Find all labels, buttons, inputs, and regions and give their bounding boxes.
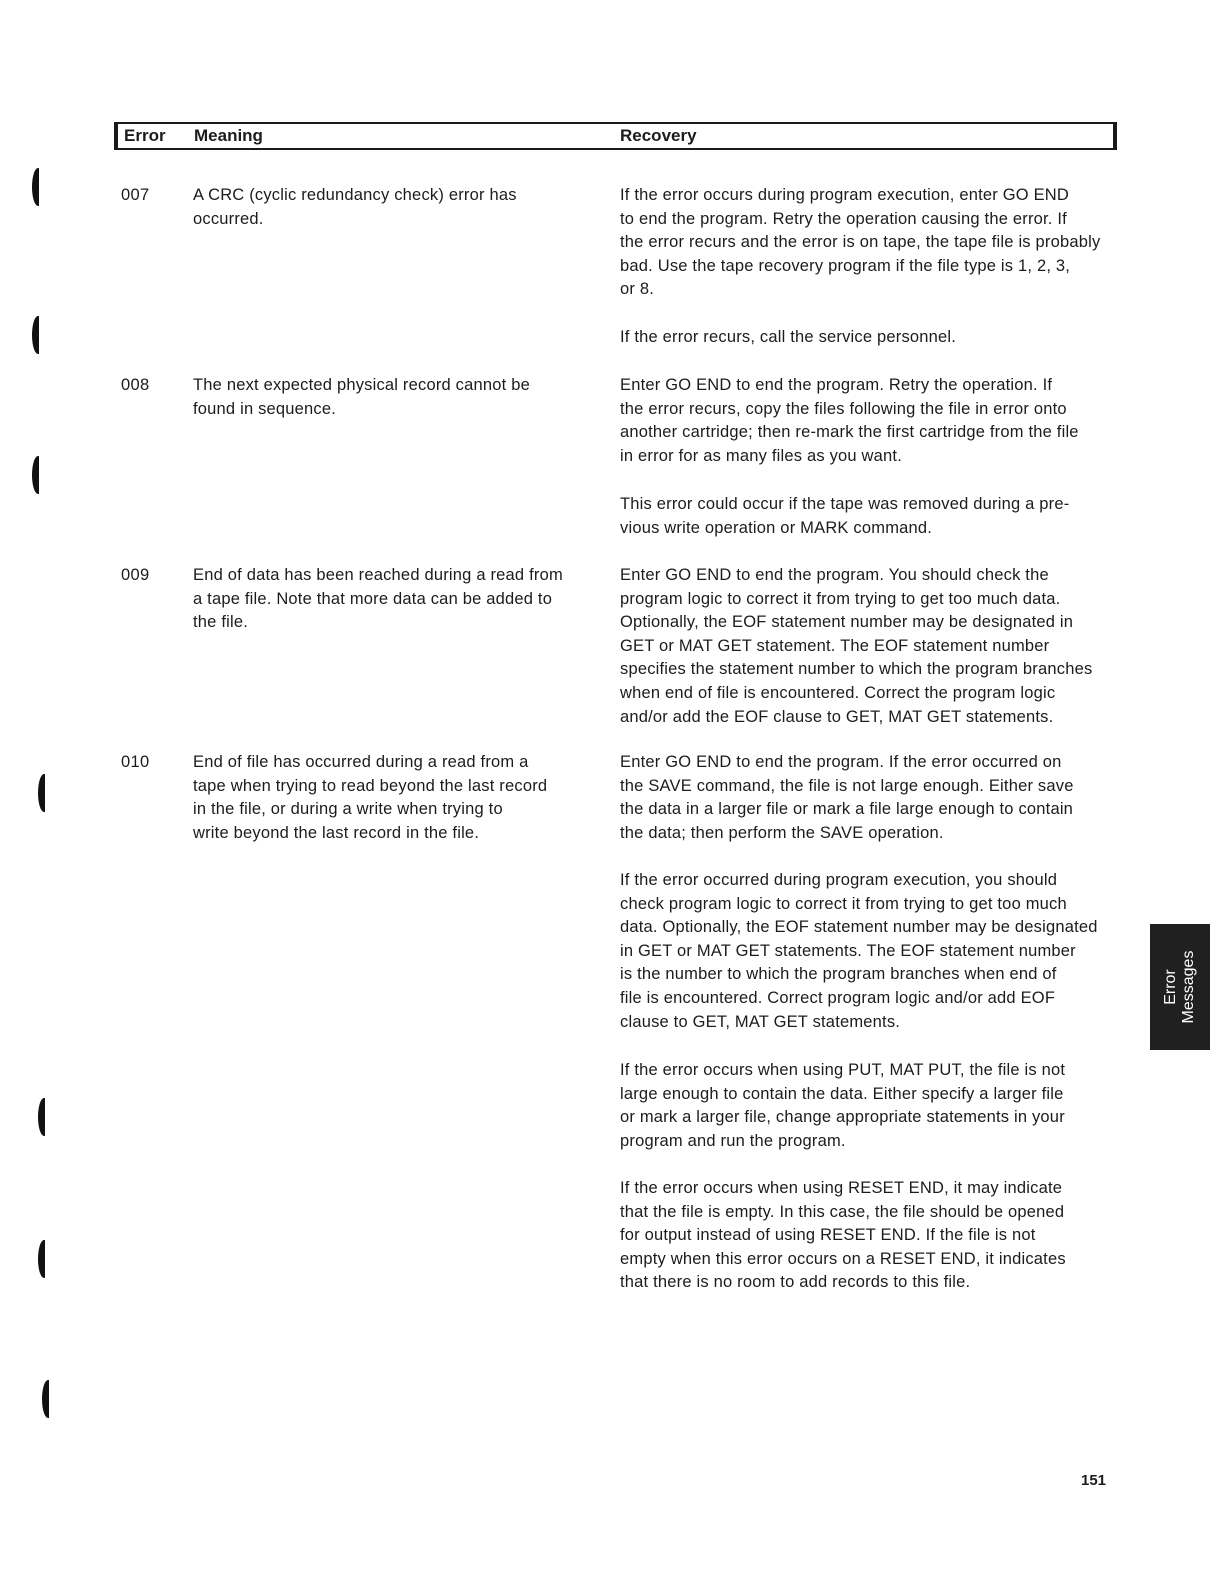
table-header-box xyxy=(114,122,1117,150)
recovery-line: another cartridge; then re-mark the first cartridge from the file xyxy=(620,423,1079,442)
recovery-line: the data; then perform the SAVE operation. xyxy=(620,823,944,842)
recovery-line: vious write operation or MARK command. xyxy=(620,518,933,537)
recovery-line: the error recurs and the error is on tape, the tape file is probably xyxy=(620,233,1101,252)
recovery-line: If the error occurs when using RESET END, it may indicate xyxy=(620,1179,1063,1197)
recovery-010-paragraph-3 xyxy=(620,1059,1145,1153)
error-code-007: 007 xyxy=(121,186,150,204)
meaning-line: write beyond the last record in the file. xyxy=(193,823,480,842)
meaning-line: tape when trying to read beyond the last record xyxy=(193,776,548,795)
recovery-009-paragraph-1 xyxy=(620,564,1145,729)
recovery-line: in error for as many files as you want. xyxy=(620,446,902,465)
meaning-007 xyxy=(193,184,593,231)
recovery-line: Enter GO END to end the program. If the error occurred on xyxy=(620,753,1062,771)
meaning-line: the file. xyxy=(193,613,248,632)
binder-mark xyxy=(38,1098,50,1136)
recovery-line: the error recurs, copy the files following the file in error onto xyxy=(620,399,1067,418)
recovery-010-paragraph-1 xyxy=(620,751,1145,845)
recovery-line: in GET or MAT GET statements. The EOF statement number xyxy=(620,941,1076,960)
recovery-line: is the number to which the program branches when end of xyxy=(620,965,1057,984)
header-recovery: Recovery xyxy=(620,126,697,145)
recovery-line: and/or add the EOF clause to GET, MAT GET statements. xyxy=(620,707,1054,726)
recovery-line: for output instead of using RESET END. If the file is not xyxy=(620,1226,1036,1245)
meaning-line: End of data has been reached during a read from xyxy=(193,566,563,584)
binder-mark xyxy=(42,1380,54,1418)
header-error: Error xyxy=(124,126,166,145)
recovery-line: GET or MAT GET statement. The EOF statement number xyxy=(620,636,1050,655)
binder-mark xyxy=(38,1240,50,1278)
recovery-line: Enter GO END to end the program. You should check the xyxy=(620,566,1049,584)
meaning-009 xyxy=(193,564,593,635)
recovery-line: Enter GO END to end the program. Retry the operation. If xyxy=(620,376,1053,394)
meaning-line: found in sequence. xyxy=(193,399,337,418)
recovery-line: to end the program. Retry the operation causing the error. If xyxy=(620,209,1067,228)
header-meaning: Meaning xyxy=(194,126,263,145)
meaning-line: a tape file. Note that more data can be added to xyxy=(193,589,553,608)
error-code-010: 010 xyxy=(121,753,150,771)
meaning-line: in the file, or during a write when trying to xyxy=(193,800,503,819)
meaning-008 xyxy=(193,374,593,421)
recovery-line: the SAVE command, the file is not large enough. Either save xyxy=(620,776,1074,795)
meaning-line: A CRC (cyclic redundancy check) error has xyxy=(193,186,517,204)
meaning-010 xyxy=(193,751,593,845)
recovery-008-paragraph-1 xyxy=(620,374,1145,468)
error-code-008: 008 xyxy=(121,376,150,394)
section-tab-error-messages xyxy=(1150,924,1210,1050)
binder-mark xyxy=(32,456,44,494)
section-tab-line: Messages xyxy=(1180,950,1197,1024)
meaning-line: occurred. xyxy=(193,209,264,228)
recovery-line: Optionally, the EOF statement number may be designated in xyxy=(620,613,1074,632)
binder-mark xyxy=(38,774,50,812)
recovery-line: bad. Use the tape recovery program if the file type is 1, 2, 3, xyxy=(620,256,1071,275)
recovery-line: file is encountered. Correct program logic and/or add EOF xyxy=(620,988,1056,1007)
recovery-line: that the file is empty. In this case, the file should be opened xyxy=(620,1202,1065,1221)
recovery-007-paragraph-1 xyxy=(620,184,1145,302)
recovery-line: check program logic to correct it from trying to get too much xyxy=(620,894,1067,913)
recovery-line: large enough to contain the data. Either specify a larger file xyxy=(620,1084,1064,1103)
recovery-line: when end of file is encountered. Correct the program logic xyxy=(620,683,1056,702)
recovery-line: specifies the statement number to which the program branches xyxy=(620,660,1093,679)
recovery-line: This error could occur if the tape was removed during a pre- xyxy=(620,495,1070,513)
recovery-line: or mark a larger file, change appropriate statements in your xyxy=(620,1108,1065,1127)
recovery-010-paragraph-4 xyxy=(620,1177,1145,1295)
recovery-line: that there is no room to add records to this file. xyxy=(620,1273,971,1292)
binder-mark xyxy=(32,316,44,354)
recovery-line: the data in a larger file or mark a file large enough to contain xyxy=(620,800,1074,819)
section-tab-line: Error xyxy=(1162,969,1179,1005)
recovery-008-paragraph-2 xyxy=(620,493,1145,540)
recovery-line: If the error occurred during program execution, you should xyxy=(620,871,1058,889)
recovery-line: program and run the program. xyxy=(620,1131,846,1150)
recovery-line: If the error occurs during program execution, enter GO END xyxy=(620,186,1070,204)
recovery-010-paragraph-2 xyxy=(620,869,1145,1034)
page-number: 151 xyxy=(1081,1472,1107,1489)
error-code-009: 009 xyxy=(121,566,150,584)
recovery-line: clause to GET, MAT GET statements. xyxy=(620,1012,901,1031)
recovery-line: If the error recurs, call the service personnel. xyxy=(620,328,957,346)
recovery-007-paragraph-2 xyxy=(620,326,1145,350)
recovery-line: program logic to correct it from trying to get too much data. xyxy=(620,589,1061,608)
binder-mark xyxy=(32,168,44,206)
meaning-line: The next expected physical record cannot be xyxy=(193,376,530,394)
meaning-line: End of file has occurred during a read from a xyxy=(193,753,529,771)
recovery-line: If the error occurs when using PUT, MAT PUT, the file is not xyxy=(620,1061,1066,1079)
recovery-line: data. Optionally, the EOF statement number may be designated xyxy=(620,918,1098,937)
recovery-line: or 8. xyxy=(620,280,655,299)
recovery-line: empty when this error occurs on a RESET END, it indicates xyxy=(620,1249,1066,1268)
section-tab-label xyxy=(1162,951,1198,1024)
